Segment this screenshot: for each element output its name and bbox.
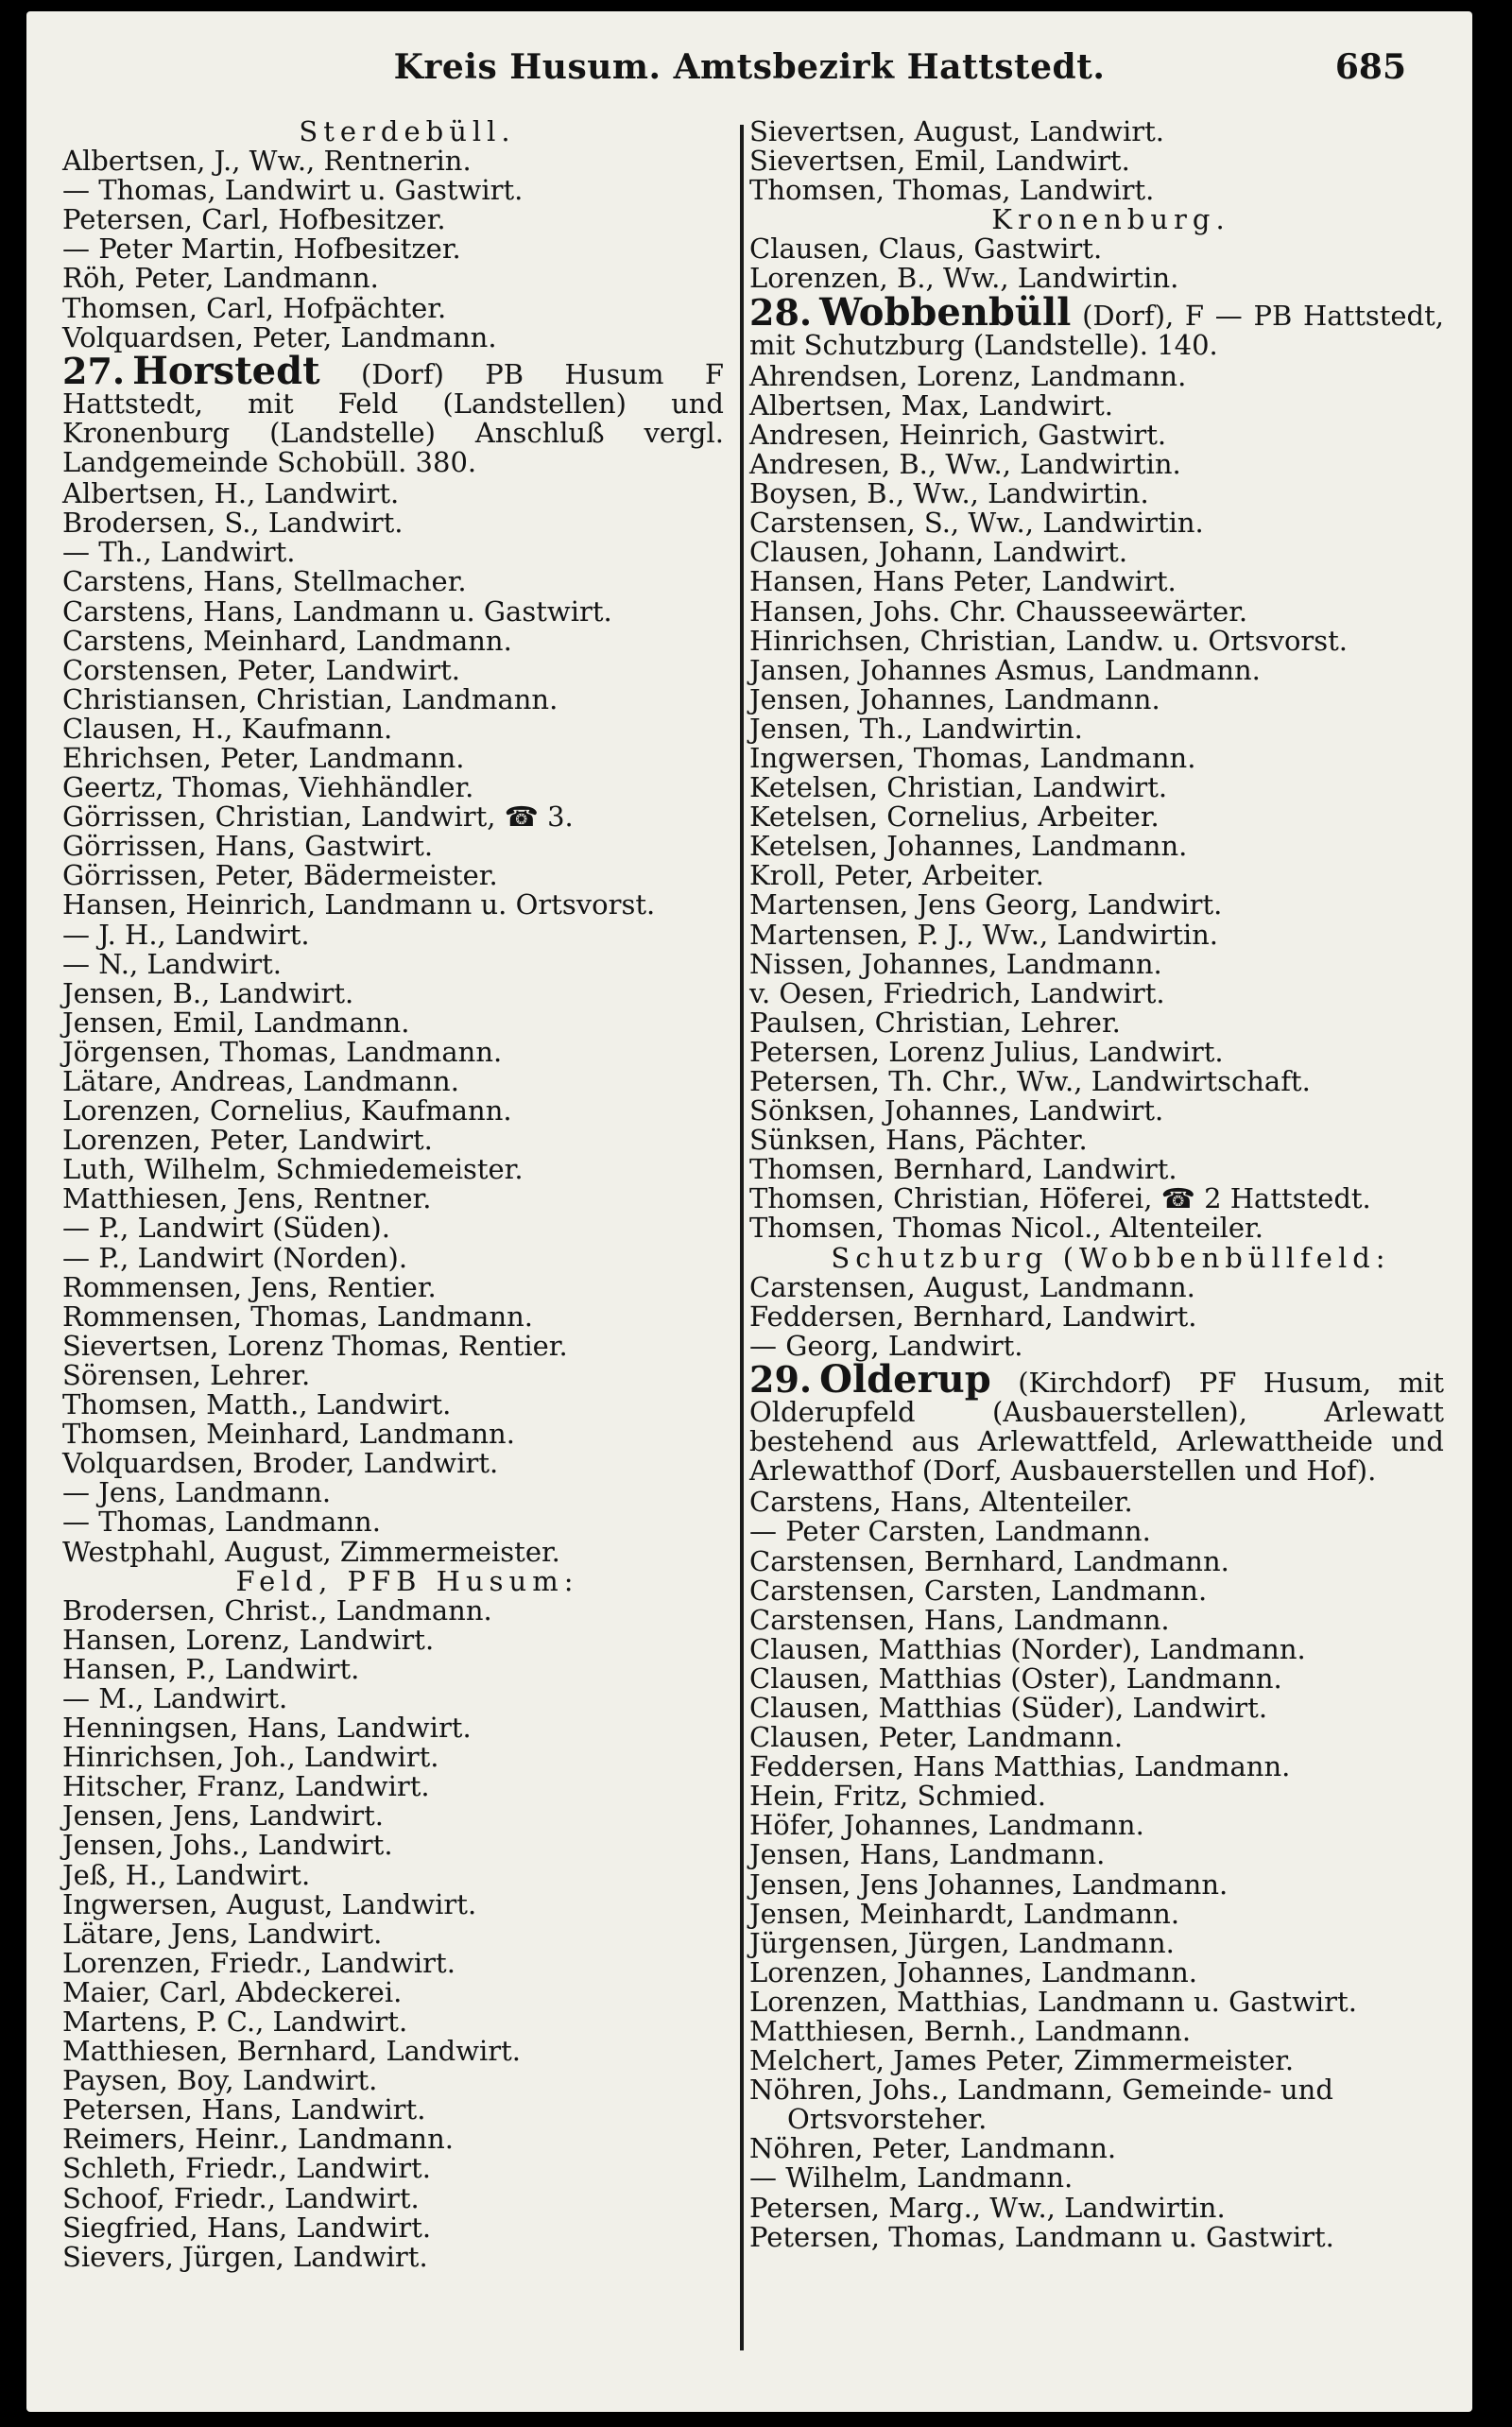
directory-entry: Martensen, Jens Georg, Landwirt.: [749, 888, 1223, 921]
directory-entry: — P., Landwirt (Süden).: [62, 1212, 390, 1245]
directory-entry: Carstensen, Carsten, Landmann.: [749, 1574, 1208, 1607]
page-number: 685: [1334, 47, 1406, 87]
directory-entry: Matthiesen, Bernhard, Landwirt.: [62, 2035, 522, 2068]
directory-entry: Feddersen, Bernhard, Landwirt.: [749, 1300, 1197, 1333]
directory-entry: Lorenzen, Friedr., Landwirt.: [62, 1946, 455, 1979]
locality-heading: Schutzburg (Wobbenbüllfeld:: [831, 1241, 1391, 1274]
directory-entry: Jensen, Jens, Landwirt.: [62, 1799, 385, 1833]
directory-entry: Hitscher, Franz, Landwirt.: [62, 1770, 430, 1803]
directory-entry: Luth, Wilhelm, Schmiedemeister.: [62, 1153, 524, 1186]
directory-entry: Ketelsen, Cornelius, Arbeiter.: [749, 800, 1160, 834]
directory-entry: Corstensen, Peter, Landwirt.: [62, 653, 460, 686]
directory-entry: Jensen, Emil, Landmann.: [62, 1006, 410, 1039]
directory-entry: Jensen, Hans, Landmann.: [749, 1838, 1106, 1871]
directory-entry: — N., Landwirt.: [62, 947, 283, 980]
directory-entry: Carstensen, Bernhard, Landmann.: [749, 1544, 1229, 1577]
directory-entry: Maier, Carl, Abdeckerei.: [62, 1975, 403, 2008]
directory-entry: Jensen, Johannes, Landmann.: [749, 682, 1160, 715]
directory-entry: Carstens, Meinhard, Landmann.: [62, 624, 512, 657]
directory-entry: Ingwersen, August, Landwirt.: [62, 1887, 477, 1920]
directory-entry: Görrissen, Hans, Gastwirt.: [62, 830, 434, 863]
directory-entry: Clausen, Peter, Landmann.: [749, 1721, 1124, 1754]
directory-entry: Sievertsen, Emil, Landwirt.: [749, 145, 1130, 178]
directory-entry: — Jens, Landmann.: [62, 1476, 332, 1509]
directory-entry: Hinrichsen, Joh., Landwirt.: [62, 1741, 439, 1774]
directory-entry: Matthiesen, Jens, Rentner.: [62, 1182, 432, 1215]
directory-entry: Nissen, Johannes, Landmann.: [749, 947, 1162, 980]
directory-entry: Christiansen, Christian, Landmann.: [62, 682, 558, 715]
directory-entry: Albertsen, J., Ww., Rentnerin.: [62, 145, 472, 178]
directory-entry: Martens, P. C., Landwirt.: [62, 2005, 408, 2038]
directory-entry: Lätare, Jens, Landwirt.: [62, 1917, 383, 1950]
directory-entry: Boysen, B., Ww., Landwirtin.: [749, 477, 1149, 510]
directory-entry: Clausen, Matthias (Oster), Landmann.: [749, 1661, 1282, 1695]
directory-entry: Clausen, Johann, Landwirt.: [749, 536, 1128, 569]
directory-entry: — Th., Landwirt.: [62, 536, 296, 569]
directory-entry: Schleth, Friedr., Landwirt.: [62, 2152, 431, 2185]
directory-entry: v. Oesen, Friedrich, Landwirt.: [749, 976, 1165, 1009]
directory-entry: Clausen, H., Kaufmann.: [62, 712, 393, 745]
directory-entry: Petersen, Lorenz Julius, Landwirt.: [749, 1035, 1224, 1068]
directory-entry: Matthiesen, Bernh., Landmann.: [749, 2015, 1192, 2047]
directory-entry: Clausen, Matthias (Süder), Landwirt.: [749, 1691, 1268, 1724]
directory-entry: Carstens, Hans, Altenteiler.: [749, 1486, 1133, 1519]
directory-entry: Nöhren, Johs., Landmann, Gemeinde- und: [749, 2074, 1333, 2107]
directory-entry: Albertsen, Max, Landwirt.: [749, 388, 1114, 422]
directory-entry: Hinrichsen, Christian, Landw. u. Ortsvorst.: [749, 624, 1349, 657]
document-page: [26, 11, 1472, 2412]
directory-entry: Albertsen, H., Landwirt.: [62, 477, 400, 510]
directory-entry: Thomsen, Thomas, Landwirt.: [749, 174, 1155, 207]
directory-entry: Carstens, Hans, Landmann u. Gastwirt.: [62, 594, 612, 628]
directory-entry: Sievertsen, August, Landwirt.: [749, 115, 1164, 147]
directory-entry: — Peter Martin, Hofbesitzer.: [62, 232, 461, 266]
directory-entry: Ketelsen, Johannes, Landmann.: [749, 830, 1188, 863]
directory-entry: — M., Landwirt.: [62, 1681, 288, 1714]
entry-heading: [62, 348, 725, 479]
directory-entry: Ingwersen, Thomas, Landmann.: [749, 741, 1196, 774]
directory-entry: Jensen, Johs., Landwirt.: [62, 1829, 393, 1862]
directory-entry: Hansen, Hans Peter, Landwirt.: [749, 565, 1177, 598]
directory-entry: — Georg, Landwirt.: [749, 1329, 1023, 1362]
entry-heading: [749, 1356, 1444, 1488]
directory-entry: Görrissen, Christian, Landwirt, ☎ 3.: [62, 800, 574, 834]
directory-entry: Lorenzen, B., Ww., Landwirtin.: [749, 262, 1179, 295]
locality-heading: Feld, PFB Husum:: [235, 1564, 579, 1597]
directory-entry: Andresen, Heinrich, Gastwirt.: [749, 418, 1167, 451]
directory-entry: Jensen, Jens Johannes, Landmann.: [749, 1868, 1228, 1901]
directory-entry: — J. H., Landwirt.: [62, 918, 310, 951]
left-column: [62, 117, 724, 2272]
directory-entry: Brodersen, Christ., Landmann.: [62, 1593, 492, 1627]
directory-entry: Petersen, Carl, Hofbesitzer.: [62, 203, 446, 236]
directory-entry: Westphahl, August, Zimmermeister.: [62, 1535, 560, 1568]
directory-entry: — P., Landwirt (Norden).: [62, 1241, 408, 1274]
directory-entry: Rommensen, Jens, Rentier.: [62, 1270, 437, 1303]
column-divider: [740, 125, 744, 2350]
directory-entry: Brodersen, S., Landwirt.: [62, 507, 404, 540]
right-column: [749, 117, 1444, 2252]
municipality-description: (Kirchdorf) PF Husum, mit Olderupfeld (Ausbauerstellen), Arlewatt bestehend aus Arlewattfeld, Arlewattheide und Arlewatthof (Dorf, Ausbauerstellen und Hof).: [749, 1366, 1444, 1488]
directory-entry: Siegfried, Hans, Landwirt.: [62, 2211, 432, 2244]
directory-entry: Ahrendsen, Lorenz, Landmann.: [749, 359, 1187, 392]
municipality-name: Olderup: [819, 1356, 991, 1402]
municipality-description: (Dorf), F — PB Hattstedt, mit Schutzburg (Landstelle). 140.: [749, 299, 1444, 361]
directory-entry: Lorenzen, Cornelius, Kaufmann.: [62, 1094, 512, 1127]
directory-entry: — Wilhelm, Landmann.: [749, 2161, 1074, 2195]
directory-entry: Thomsen, Meinhard, Landmann.: [62, 1418, 515, 1451]
directory-entry: Kroll, Peter, Arbeiter.: [749, 859, 1044, 892]
directory-entry: Jensen, Meinhardt, Landmann.: [749, 1897, 1180, 1930]
municipality-description: (Dorf) PB Husum F Hattstedt, mit Feld (Landstellen) und Kronenburg (Landstelle) Anschluß vergl. Landgemeinde Schobüll. 380.: [62, 357, 725, 479]
directory-entry: — Thomas, Landwirt u. Gastwirt.: [62, 174, 524, 207]
directory-entry: Jeß, H., Landwirt.: [62, 1858, 311, 1891]
directory-entry: Thomsen, Carl, Hofpächter.: [62, 291, 447, 324]
municipality-entry: [62, 348, 725, 479]
directory-entry: Rommensen, Thomas, Landmann.: [62, 1300, 534, 1333]
directory-entry: Lorenzen, Matthias, Landmann u. Gastwirt.: [749, 1985, 1357, 2018]
directory-entry: Clausen, Claus, Gastwirt.: [749, 232, 1103, 266]
directory-entry: Henningsen, Hans, Landwirt.: [62, 1712, 472, 1745]
municipality-name: Horstedt: [132, 348, 320, 393]
locality-heading: Sterdebüll.: [299, 115, 516, 147]
directory-entry: Martensen, P. J., Ww., Landwirtin.: [749, 918, 1219, 951]
directory-entry: Thomsen, Thomas Nicol., Altenteiler.: [749, 1212, 1263, 1245]
directory-entry: Jensen, B., Landwirt.: [62, 976, 354, 1009]
directory-entry: Jörgensen, Thomas, Landmann.: [62, 1035, 503, 1068]
municipality-entry: [749, 289, 1444, 361]
directory-entry: Lätare, Andreas, Landmann.: [62, 1065, 459, 1097]
directory-entry: Jürgensen, Jürgen, Landmann.: [749, 1926, 1175, 1959]
municipality-entry: [749, 1356, 1444, 1488]
directory-entry: Sörensen, Lehrer.: [62, 1358, 311, 1391]
directory-entry: Andresen, B., Ww., Landwirtin.: [749, 448, 1181, 481]
directory-entry: Carstens, Hans, Stellmacher.: [62, 565, 467, 598]
directory-entry: Carstensen, S., Ww., Landwirtin.: [749, 507, 1204, 540]
directory-entry: Paysen, Boy, Landwirt.: [62, 2064, 378, 2097]
directory-entry: Sünksen, Hans, Pächter.: [749, 1124, 1088, 1157]
page-header: [64, 47, 1435, 104]
entry-number: 29.: [749, 1357, 813, 1401]
locality-heading: Kronenburg.: [991, 203, 1230, 236]
directory-entry: Ortsvorsteher.: [787, 2103, 988, 2136]
directory-entry: Hansen, Heinrich, Landmann u. Ortsvorst.: [62, 888, 656, 921]
page-title: Kreis Husum. Amtsbezirk Hattstedt.: [393, 47, 1106, 87]
directory-entry: Sievertsen, Lorenz Thomas, Rentier.: [62, 1329, 568, 1362]
directory-entry: Volquardsen, Broder, Landwirt.: [62, 1447, 499, 1480]
entry-number: 28.: [749, 290, 813, 334]
entry-number: 27.: [62, 349, 126, 392]
directory-entry: Jensen, Th., Landwirtin.: [749, 712, 1083, 745]
directory-entry: Petersen, Th. Chr., Ww., Landwirtschaft.: [749, 1065, 1311, 1097]
directory-entry: Petersen, Hans, Landwirt.: [62, 2093, 426, 2126]
directory-entry: Volquardsen, Peter, Landmann.: [62, 320, 497, 353]
directory-entry: Melchert, James Peter, Zimmermeister.: [749, 2044, 1295, 2077]
directory-entry: Thomsen, Bernhard, Landwirt.: [749, 1153, 1177, 1186]
directory-entry: Lorenzen, Peter, Landwirt.: [62, 1124, 433, 1157]
directory-entry: Jansen, Johannes Asmus, Landmann.: [749, 653, 1261, 686]
directory-entry: Ketelsen, Christian, Landwirt.: [749, 771, 1168, 804]
directory-entry: Lorenzen, Johannes, Landmann.: [749, 1955, 1198, 1988]
directory-entry: — Thomas, Landmann.: [62, 1506, 381, 1539]
directory-entry: Feddersen, Hans Matthias, Landmann.: [749, 1750, 1291, 1783]
municipality-name: Wobbenbüll: [819, 289, 1072, 335]
directory-entry: Hansen, Lorenz, Landwirt.: [62, 1623, 435, 1656]
directory-entry: Sievers, Jürgen, Landwirt.: [62, 2240, 428, 2273]
directory-entry: Ehrichsen, Peter, Landmann.: [62, 741, 465, 774]
directory-entry: Hansen, Johs. Chr. Chausseewärter.: [749, 594, 1248, 628]
directory-entry: Paulsen, Christian, Lehrer.: [749, 1006, 1121, 1039]
entry-heading: [749, 289, 1444, 361]
directory-entry: Nöhren, Peter, Landmann.: [749, 2132, 1117, 2165]
directory-entry: Röh, Peter, Landmann.: [62, 262, 379, 295]
directory-entry: Carstensen, August, Landmann.: [749, 1270, 1195, 1303]
directory-entry: Thomsen, Christian, Höferei, ☎ 2 Hattstedt.: [749, 1182, 1371, 1215]
directory-entry: Thomsen, Matth., Landwirt.: [62, 1388, 452, 1421]
directory-entry: Petersen, Marg., Ww., Landwirtin.: [749, 2191, 1226, 2224]
directory-entry: Clausen, Matthias (Norder), Landmann.: [749, 1632, 1306, 1665]
directory-entry: Petersen, Thomas, Landmann u. Gastwirt.: [749, 2220, 1334, 2253]
directory-entry: Geertz, Thomas, Viehhändler.: [62, 771, 474, 804]
directory-entry: — Peter Carsten, Landmann.: [749, 1515, 1151, 1548]
directory-entry: Sönksen, Johannes, Landwirt.: [749, 1094, 1164, 1127]
directory-entry: Schoof, Friedr., Landwirt.: [62, 2181, 420, 2214]
directory-entry: Görrissen, Peter, Bädermeister.: [62, 859, 498, 892]
directory-entry: Reimers, Heinr., Landmann.: [62, 2123, 455, 2156]
directory-entry: Carstensen, Hans, Landmann.: [749, 1603, 1170, 1636]
directory-entry: Höfer, Johannes, Landmann.: [749, 1809, 1144, 1842]
directory-entry: Hansen, P., Landwirt.: [62, 1652, 360, 1685]
directory-entry: Hein, Fritz, Schmied.: [749, 1780, 1046, 1813]
